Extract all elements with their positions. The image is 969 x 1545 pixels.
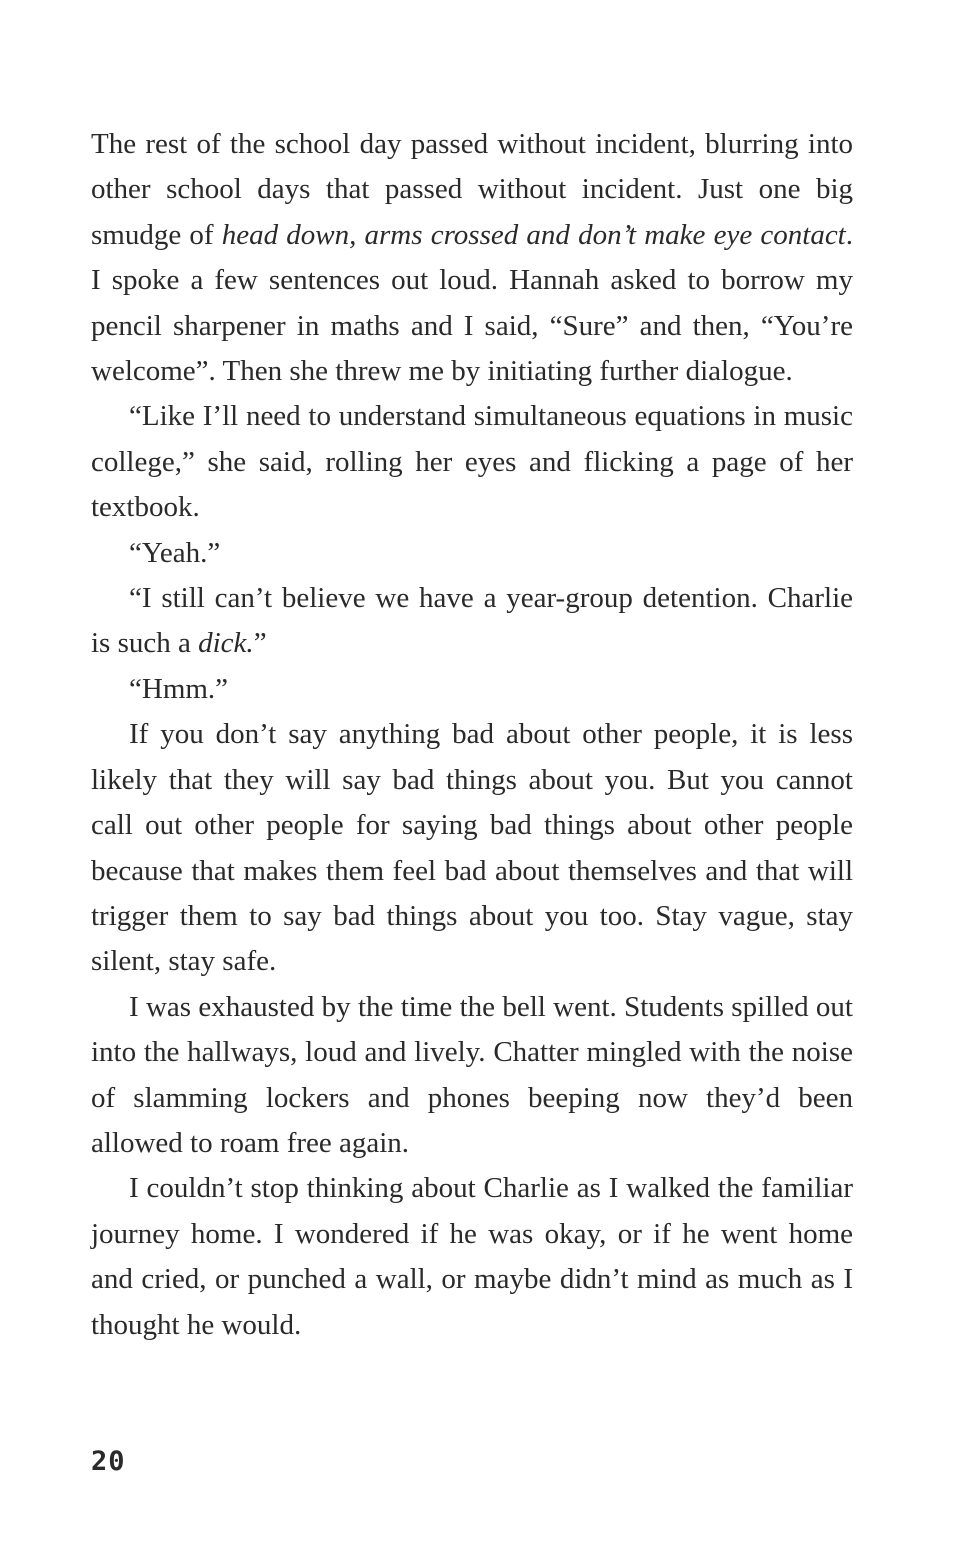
paragraph-2: “Like I’ll need to understand simultaneous equations in music college,” she said, rolling her eyes and flicking a page of her textbook. [91,400,853,524]
paragraph-4-text-b: ” [253,627,267,660]
page-number: 20 [91,1446,126,1477]
paragraph-3: “Yeah.” [129,536,221,569]
paragraph-4-text-a: “I still can’t believe we have a year-group detention. Charlie is such a [91,582,853,660]
paragraph-6: If you don’t say anything bad about other people, it is less likely that they will say bad things about you. But you cannot call out other people for saying bad things about other people because that makes them feel bad about themselves and that will trigger them to say bad things about you too. Stay vague, stay silent, stay safe. [91,718,853,978]
paragraph-1-emphasis: head down, arms crossed and don’t make eye contact [221,218,846,251]
paragraph-4-emphasis: dick. [198,627,254,660]
paragraph-1-text-b: . I spoke a few sentences out loud. Hannah asked to borrow my pencil sharpener in maths and I said, “Sure” and then, “You’re welcome”. Then she threw me by initiating further dialogue. [91,218,853,388]
body-text [91,122,853,1348]
paragraph-4 [91,576,853,667]
paragraph-8: I couldn’t stop thinking about Charlie as I walked the familiar journey home. I wondered if he was okay, or if he went home and cried, or punched a wall, or maybe didn’t mind as much as I thought he would. [91,1172,853,1341]
paragraph-1 [91,122,853,394]
paragraph-1-text-a: The rest of the school day passed without incident, blurring into other school days that passed without incident. Just one big smudge of [91,128,853,251]
paragraph-7: I was exhausted by the time the bell went. Students spilled out into the hallways, loud and lively. Chatter mingled with the noise of slamming lockers and phones beeping now they’d been allowed to roam free again. [91,990,853,1159]
paragraph-5: “Hmm.” [129,672,229,705]
